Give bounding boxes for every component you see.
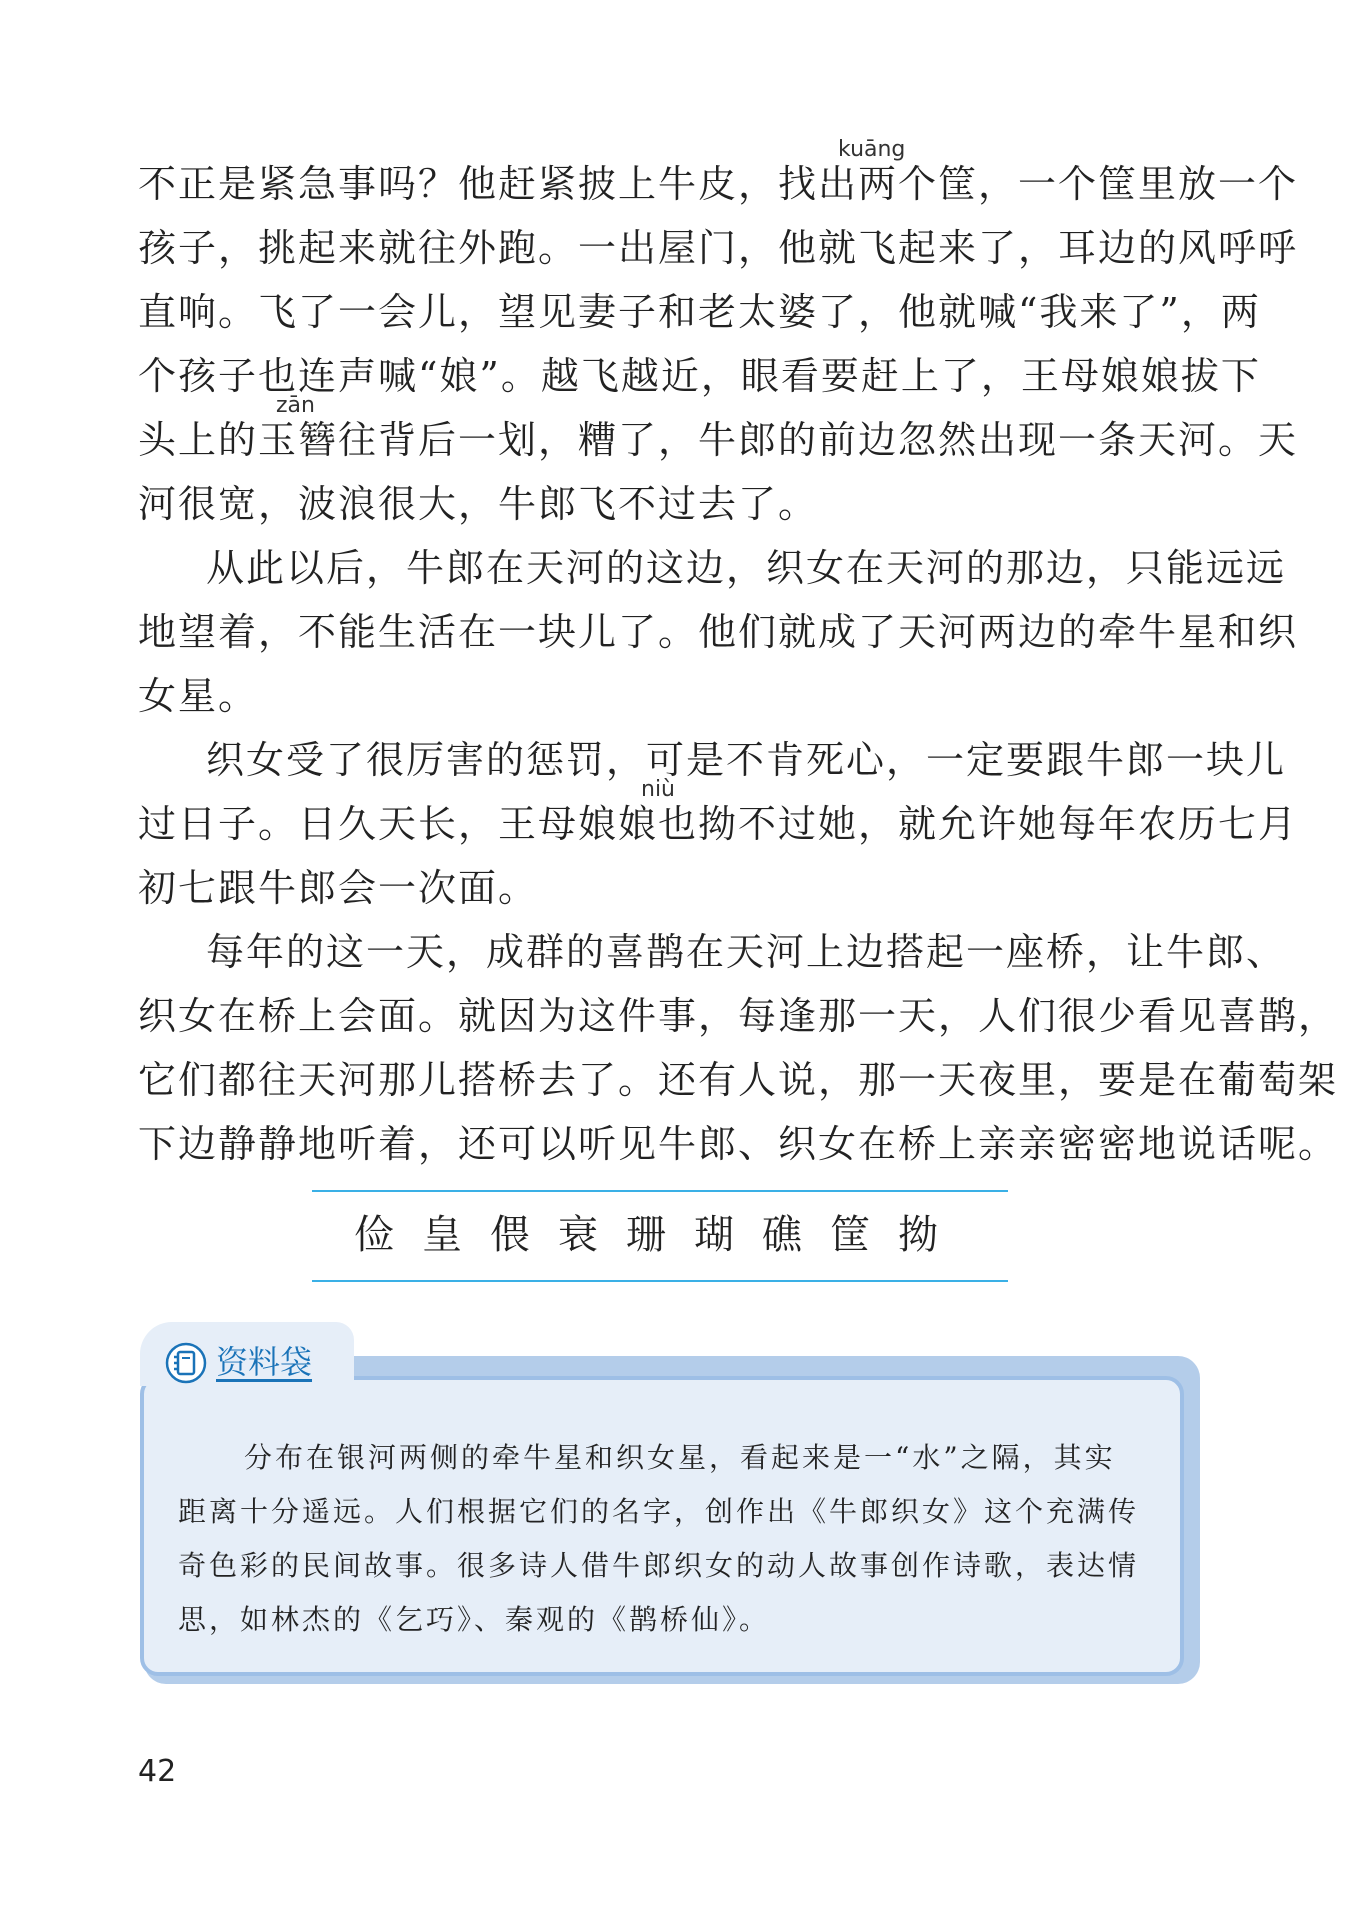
text-line: 直响。飞了一会儿，望见妻子和老太婆了，他就喊“我来了”，两 [138,290,1261,334]
new-characters: 俭皇偎衰珊瑚礁筐拗 [354,1212,966,1258]
notebook-icon [164,1341,208,1385]
pinyin-kuang: kuāng [838,137,906,162]
info-line: 分布在银河两侧的牵牛星和织女星，看起来是一“水”之隔，其实 [244,1441,1116,1474]
text-line: 女星。 [138,674,259,718]
text-line: 织女受了很厉害的惩罚，可是不肯死心，一定要跟牛郎一块儿 [206,738,1287,782]
text-line: 孩子，挑起来就往外跑。一出屋门，他就飞起来了，耳边的风呼呼 [138,226,1299,270]
text-line: 过日子。日久天长，王母娘娘也拗不过她，就允许她每年农历七月 [138,802,1299,846]
pinyin-niu: niù [641,777,675,802]
text-line: 不正是紧急事吗？他赶紧披上牛皮，找出两个筐，一个筐里放一个 [138,162,1299,206]
pinyin-zan: zān [276,393,315,418]
new-characters-bar [312,1190,1008,1282]
page-number: 42 [138,1754,177,1789]
text-line: 河很宽，波浪很大，牛郎飞不过去了。 [138,482,819,526]
info-box-title: 资料袋 [216,1343,313,1381]
text-line: 下边静静地听着，还可以听见牛郎、织女在桥上亲亲密密地说话呢。 [138,1122,1339,1166]
text-line: 头上的玉簪往背后一划，糟了，牛郎的前边忽然出现一条天河。天 [138,418,1299,462]
text-line: 个孩子也连声喊“娘”。越飞越近，眼看要赶上了，王母娘娘拔下 [138,354,1261,398]
text-line: 织女在桥上会面。就因为这件事，每逢那一天，人们很少看见喜鹊， [138,994,1339,1038]
text-line: 地望着，不能生活在一块儿了。他们就成了天河两边的牵牛星和织 [138,610,1299,654]
text-line: 每年的这一天，成群的喜鹊在天河上边搭起一座桥，让牛郎、 [206,930,1287,974]
info-line: 距离十分遥远。人们根据它们的名字，创作出《牛郎织女》这个充满传 [178,1495,1140,1528]
text-line: 初七跟牛郎会一次面。 [138,866,539,910]
info-line: 奇色彩的民间故事。很多诗人借牛郎织女的动人故事创作诗歌，表达情 [178,1549,1140,1582]
text-line: 从此以后，牛郎在天河的这边，织女在天河的那边，只能远远 [206,546,1287,590]
text-line: 它们都往天河那儿搭桥去了。还有人说，那一天夜里，要是在葡萄架 [138,1058,1339,1102]
info-line: 思，如林杰的《乞巧》、秦观的《鹊桥仙》。 [178,1603,771,1636]
